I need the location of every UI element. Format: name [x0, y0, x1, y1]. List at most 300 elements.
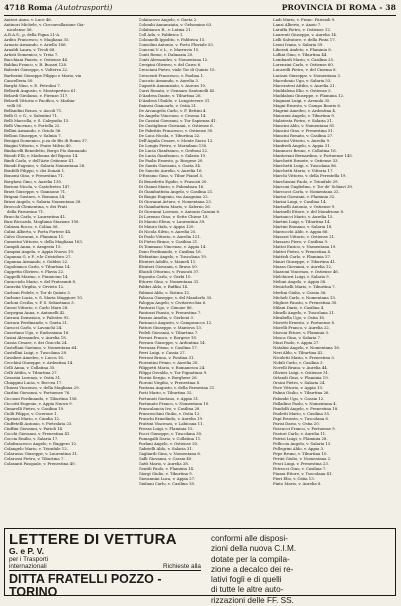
listing-line: Cimarelli Pietro, v. Casilina 19. — [4, 405, 65, 411]
listing-line: Pandolfi Angelo, v. Prenestina 18. — [273, 405, 339, 411]
ad-request-prefix: Richieste alla — [162, 563, 201, 570]
listing-line: Mantovani Bernardino, v. Portuense 145. — [273, 153, 353, 159]
ad-right-line: lativi fogli e di quelli — [211, 575, 282, 585]
directory-page — [4, 3, 396, 605]
listing-line: Marchetti Luigi, v. Tuscolana 86. — [273, 163, 338, 169]
listing-line: Ferrazza Primo, v. Casilina 17. — [138, 345, 198, 351]
listing-line: Mattei Enrico, v. Nomentana 19. — [273, 244, 337, 250]
listing-line: Mancini Aldo, v. Nomentana 81. — [273, 122, 336, 128]
listing-line: Calvo Giovanni, v. Flaminia 11. — [4, 234, 65, 240]
listing-line: Lelli Salvatore, v. della Pinta 17. — [273, 37, 336, 43]
listing-line: De Sanctis Aurelio, v. Aurelia 16. — [138, 168, 203, 174]
listing-line: Pellegrini Aldo, v. Appia 3. — [273, 445, 325, 451]
listing-line: Gagliardi Gino, v. Nomentana 6. — [138, 451, 202, 457]
listing-line: Martini Romano, v. Salaria 18. — [273, 223, 333, 229]
listing-line: Di Giambattista Angelo, v. Casilina 21. — [138, 188, 214, 194]
listing-line: Conti Remo, v. Dalmazia 20. — [138, 52, 194, 58]
listing-line: Fioroni Virgilio, v. Prenestina 8. — [138, 380, 201, 386]
listing-line: Carucci Carlo, v. Lavanchi 24. — [4, 324, 63, 330]
listing-line: Ciolli Filippo, v. Cicerone 1. — [4, 410, 58, 416]
listing-line: Bellini Armando, v. Oriolo 56. — [4, 128, 62, 134]
listing-line: Casini Alessandro, v. Aurelia 18. — [4, 334, 67, 340]
listing-line: Di Paolo Vittorio, v. Aurelia 121. — [138, 234, 201, 240]
listing-line: Elefantino Angelo, v. Tuscolana 19. — [138, 254, 207, 260]
listing-line: D'Andrea Ubaldo, v. Lungotevere 31. — [138, 97, 211, 103]
ad-right-line: zioni della nuova C.I.M. — [211, 544, 297, 554]
listing-line: Mannucci Bruno, v. Collatina 16. — [273, 148, 337, 154]
listing-line: Carosi Vittorio, v. Carlo Marx 28. — [4, 304, 69, 310]
listing-line: Melchiorri Luigi, v. Salaria 9. — [273, 274, 330, 280]
ad-firm-name: DITTA FRATELLI POZZO - TORINO — [9, 570, 201, 599]
listing-line: Di Pietro Bruno, v. Casilina 21. — [138, 239, 199, 245]
listing-line: Leoni Ivana, v. Salaria 59. — [273, 42, 324, 48]
listing-line: De Cassini Giovanni, v. Tor Sapienza 41. — [138, 117, 217, 123]
listing-line: De Fabritiis Francesco, v. Ostiense 30. — [138, 128, 214, 134]
listing-line: Borioni Nicola, v. Castelvetro 147. — [4, 183, 71, 189]
listing-line: Fedeli Giovanni, v. Tiburtina 7. — [138, 329, 199, 335]
listing-line: della Farnesina 71. — [7, 208, 45, 214]
listing-line: Pascucci Franco, v. Portuense 9. — [273, 425, 336, 431]
listing-line: D'Andrea Dante, v. Tiburtina 26. — [138, 92, 202, 98]
listing-line: Campili Anna, v. Aragesta 15. — [4, 244, 62, 250]
listing-line: Moretti Ernesto, v. Portuense 8. — [273, 319, 336, 325]
listing-line: Bindi Carlo, v. dell'Arte Ostiense 41. — [4, 158, 75, 164]
listing-line: Curzi Renato, v. Gennaro Santonelli 45. — [138, 87, 216, 93]
listing-line: Di Giovanni Arturo, v. Nomentana 23. — [138, 198, 212, 204]
listing-line: A.R.A.S., p. della Pigna 21-A. — [4, 32, 61, 38]
listing-line: Franchi Ermelindo, v. Aurelia 19. — [138, 415, 204, 421]
listing-line: Faloppa Angelo, v. Civitavecchia 6. — [138, 299, 207, 305]
listing-line: Frattini Vincenzo, v. Labicana 11. — [138, 420, 204, 426]
listing-line: De Lucia Gianfranco, v. Gerboni 22. — [138, 148, 209, 154]
listing-line: Ciuffetelli Antonio, v. Pietralata 23. — [4, 420, 73, 426]
listing-line: Pieri Elio, v. Ostia 13. — [273, 476, 315, 482]
listing-line: Lanzi Alberto, v. Anzio 7. — [273, 22, 322, 28]
listing-line: Conconi V. e L., v. Marruvio 15. — [138, 47, 200, 53]
listing-line: Biondi Eugenio, v. Salaria Nomentana 26. — [4, 163, 86, 169]
listing-line: Di Gianni Mario, v. Palombara 16. — [138, 183, 205, 189]
listing-column-2 — [139, 17, 262, 522]
listing-line: Calini Alberto, v. Porta Portese 44. — [4, 228, 72, 234]
listing-line: Natalini Angelo, v. Nomentana 16. — [273, 345, 341, 351]
listing-line: Colarossi Pietro, v. Tiburtina 7. — [4, 456, 65, 462]
listing-line: Cancelleria 50. — [4, 77, 34, 83]
listing-line: Manfredi Angelo, v. Appia 31. — [273, 143, 331, 149]
listing-line: Migliori Fausto, v. Prenestina 30. — [273, 299, 338, 305]
ad-headline: LETTERE DI VETTURA — [9, 531, 177, 548]
page-header — [4, 3, 396, 16]
listing-line: Fortunato Franco, v. Nomentana 10. — [138, 400, 210, 406]
listing-line: Casertano Ugo, v. Eudossiana 16. — [4, 329, 70, 335]
header-right — [282, 3, 396, 12]
listing-line: Fabiani Aldo, v. Sistina 12. — [138, 289, 191, 295]
listing-line: Pinto Mario, v. Aurelia 8. — [273, 481, 322, 487]
page-number: 4718 — [4, 3, 26, 12]
listing-line: Belli G. e G., v. Salentini 71. — [4, 112, 59, 118]
listing-line: Fiorini Sergio, v. Borghese 26. — [138, 375, 198, 381]
listing-line: Furlani Angelo, v. Ostiense 20. — [138, 440, 199, 446]
listing-line: Colarusso Giuseppe, v. Laurentina 31. — [4, 451, 79, 457]
listing-line: Bonfelli Filippo, v. dei Donati 1. — [4, 168, 66, 174]
listing-line: Belli Marcella, v. S. Calepodio 15. — [4, 117, 70, 123]
listing-line: Nicoletti Mario, v. Prenestina 5. — [273, 355, 336, 361]
listing-line: Mosca Gino, v. Salaria 7. — [273, 334, 322, 340]
listing-line: Marchetti Ermete, v. Ostiense 33. — [273, 158, 339, 164]
listing-line: Cocchi Giovanni, v. Prenestina 41. — [4, 430, 71, 436]
listing-line: Coll Ada, v. Fabbrica 1. — [138, 32, 184, 38]
listing-line: De Arcangelis Carlo, v. F. Bettini 4. — [138, 107, 207, 113]
listing-line: Di Benedetto Egidio, v. Frascati 20. — [138, 178, 208, 184]
listing-line: Patrizi Luigi, v. Flaminia 28. — [273, 435, 328, 441]
listing-line: Coccia Emilio, v. Salaria 17. — [4, 435, 59, 441]
listing-line: Paoletti Mario, v. Casilina 35. — [273, 410, 331, 416]
ad-right-line: zione a decalco dei re- — [211, 564, 294, 574]
listing-line: Camerini Vittorio, v. della Magliana 163. — [4, 239, 84, 245]
listing-line: D'Erasmo Gino, v. Tibur Pianel 5. — [138, 173, 204, 179]
listing-line: Macedonio Ugo, v. Salaria 53. — [273, 77, 332, 83]
listing-line: Colaiacovo Angelo, v. Gaeta 2. — [138, 17, 198, 22]
listing-line: Marchetti Mario, v. Vittoria 17. — [273, 168, 334, 174]
listing-line: Di Biagio Eugenio, via Anagnina 22. — [138, 193, 209, 199]
listing-line: Palma Giulio, v. Tiburtina 26. — [273, 390, 330, 396]
listing-line: Cavalieri Amedeo, v. Lucca 16. — [4, 355, 64, 361]
ad-right-line: rizzazioni delle FF. SS. — [211, 595, 294, 605]
listing-line: Fortunati Gaetano, v. Appia 31. — [138, 395, 200, 401]
listing-line: Carbone Lucia, v. S. Maria Maggiore 10. — [4, 294, 83, 300]
listing-line: Pesci Luigi, v. Prenestina 23. — [273, 461, 329, 467]
listing-line: Di Lorenzo Gino, v. Sette Chiese 18. — [138, 213, 209, 219]
listing-line: Fumagalli Dario, v. Collatina 11. — [138, 435, 202, 441]
listing-line: Anitori Anna, v. Luce 46. — [4, 17, 52, 22]
listing-line: Barghi Nino, v. E. Petrolini 7. — [4, 82, 61, 88]
listing-line: Marconi Guglielmo, v. Tor de' Schiavi 39. — [273, 183, 354, 189]
listing-line: Eleuteri Giovanni, v. Brava 50. — [138, 264, 198, 270]
listing-line: Arnaldi Laura, v. Tivoli 68. — [4, 47, 56, 53]
listing-line: Palladino Paolo, v. Nomentana 4. — [273, 400, 337, 406]
listing-line: Ardito Francesco, v. Magliana 35. — [4, 37, 70, 43]
listing-line: Muzi Paolo, v. Appia 27. — [273, 340, 320, 345]
listing-line: Bacchiani Fausto, v. Ostiense 44. — [4, 57, 69, 63]
listing-line: Cugnetti Annunziato, v. Aurora 10. — [138, 82, 207, 88]
listing-line: Baldini Franco, v. B. Buozzi 128. — [4, 62, 68, 68]
listing-line: Bellardi Augusto, v. Montepertico 61. — [4, 87, 77, 93]
listing-line: Belloni Giuseppe, v. Salmia 7. — [4, 133, 62, 139]
listing-line: Mattioli Carlo, v. Flaminia 37. — [273, 254, 332, 260]
listing-line: Brucchi Carlo, v. Laurentina 41. — [4, 213, 67, 219]
listing-line: Fattori Giuseppe, v. Mantova 13. — [138, 324, 203, 330]
listing-line: Micheli Carlo, v. Nomentana 13. — [273, 294, 336, 300]
listing-line: Castellini Luigi, v. Tuscolana 28. — [4, 350, 68, 356]
listing-line: Capanna G. e F., v.le Cristoforo 27. — [4, 254, 72, 260]
listing-line: velli 50. — [7, 102, 23, 108]
ad-subline-3: internazionali — [9, 563, 47, 570]
listing-line: Pastori Carlo, v. Aurelia 11. — [273, 430, 327, 436]
advertisement-right — [205, 529, 395, 605]
listing-line: Morelli Franco, v. Aurelia 22. — [273, 324, 330, 330]
listing-line: Maceratesi Attilio, v. Aurelia 21. — [273, 82, 336, 88]
listing-line: Cappetta Oliviero, v. Flavia 22. — [4, 269, 65, 275]
listing-line: Magnani Luigi, v. Arenula 35. — [273, 97, 331, 103]
listing-line: Consolini Antonio, v. Porto Fluviale 55. — [138, 42, 215, 48]
listing-line: Colabianco R., v. Latina 21. — [138, 27, 192, 33]
listing-line: Orlandi Gino, v. Flaminia 19. — [273, 375, 329, 381]
advertisement-left — [5, 529, 205, 599]
listing-line: Dono Ferdinando, v. Casilina 16. — [138, 249, 202, 255]
listing-line: Bravi Giuseppe, v. Giannone 71. — [4, 188, 67, 194]
listing-line: Lollini Gino, v. Tiburtina 44. — [273, 52, 328, 58]
listing-line: Maiorani Angelo, v. Tiburtina 9. — [273, 112, 335, 118]
listing-line: Di Marzio Elena, v. Laurentina 39. — [138, 218, 206, 224]
listing-line: Giuliani Carlo, v. Casilina 18. — [138, 481, 195, 487]
listing-line: Pelliccia Angelo, v. Salaria 15. — [273, 440, 332, 446]
listing-column-1 — [4, 17, 127, 522]
listing-line: Ferrari Franco, v. Borgese 18. — [138, 334, 198, 340]
listing-line: Mazzoni Vincenzo, v. Ostiense 46. — [273, 269, 339, 275]
listing-line: Novelli Bruno, v. Aurelia 44. — [273, 365, 328, 371]
listing-line: Piazza Ettore, v. Tuscolana 41. — [273, 471, 333, 477]
listing-line: Colasanti Pasquale, v. Prenestina 40. — [4, 461, 76, 467]
listing-line: Magni Ernesto, v. Campo Boario 6. — [273, 102, 342, 108]
listing-line: De Lucia Gianfranco, v. Salaria 19. — [138, 153, 207, 159]
listing-line: Cesarini Lorenzo, v. Ostia 31. — [4, 375, 62, 381]
listing-line: Parisi Dario, v. Ostia 20. — [273, 420, 320, 426]
listing-columns — [4, 17, 396, 522]
listing-line: Lorenzini Carlo, v. Ostiense 60. — [273, 62, 334, 68]
listing-line: Barberini Giuseppe Filippo e Mario, via — [4, 72, 82, 78]
listing-line: Marzocchi Aldo, v. Appia 66. — [273, 228, 329, 234]
listing-line: Petrucci Gino, v. Casilina 7. — [273, 466, 327, 472]
listing-line: Gabrielli Aldo, v. Salaria 31. — [138, 445, 193, 451]
listing-line: Marinelli Ettore, v. del Mandrione 8. — [273, 208, 345, 214]
listing-line: De Santis Giovanni, v. Gaeta 34. — [138, 163, 202, 169]
listing-line: Capobianco Carlo, v. Tiburtina 14. — [4, 264, 71, 270]
listing-line: De Luca Nicola, v. Tiburtina 22. — [138, 133, 201, 139]
listing-line: Marinelli Antonio, v. Ostiense 9. — [273, 203, 336, 209]
listing-line: Celli Anna, v. Collatina 35. — [4, 365, 56, 371]
listing-line: Di Mauro Italo, v. Appia 120. — [138, 223, 195, 229]
listing-line: Massaro Piero, v. Casilina 9. — [273, 239, 329, 245]
listing-line: Meloni Angelo, v. Appia 58. — [273, 279, 327, 285]
listing-line: Dainesi Giancarlo, v. Ostia 21. — [138, 102, 198, 108]
listing-line: De Paolis Ernesto, p. Borgese 20. — [138, 158, 204, 164]
listing-line: Chiassi Vincenzo, v. della Magliana 29. — [4, 385, 80, 391]
listing-line: Caracciolo Mario, v. del Pratosanti 8. — [4, 279, 77, 285]
listing-line: Neri Aldo, v. Tiburtina 42. — [273, 350, 324, 356]
header-province: PROVINCIA DI ROMA — [281, 3, 377, 12]
listing-line: Frezza Luigi, v. Flaminia 15. — [138, 425, 194, 431]
listing-line: Palombi Ugo, v. Cassia 12. — [273, 395, 325, 401]
listing-line: Marinucci Mario, v. Aurelia 15. — [273, 213, 334, 219]
advertisement-box — [4, 528, 396, 605]
listing-line: Ferri Luigi, v. Cassia 27. — [138, 350, 186, 356]
listing-line: Forti Mario, v. Tiburtina 32. — [138, 390, 193, 396]
listing-line: Menichelli Mario, v. Tiburtina 7. — [273, 284, 336, 290]
listing-line: Crescenti Francesco, v. Paolina 1. — [138, 72, 205, 78]
listing-line: Falasca Giuseppe, v. del Mandorlo 35. — [138, 294, 213, 300]
listing-line: Laurenti Giuseppe, v. Aurelia 14. — [273, 32, 338, 38]
listing-line: Marcucci Carlo, v. Nomentana 22. — [273, 188, 340, 194]
listing-line: Bellandini Renzo, v. Ascoli 71. — [4, 107, 63, 113]
listing-line: Ferrara Giuseppe, v. Ardeatina 14. — [138, 340, 206, 345]
listing-line: Pepe Bruno, v. Tiburtina 10. — [273, 451, 328, 457]
listing-line: Fantozzi Ugo, v. Cimone 86. — [138, 304, 193, 310]
listing-line: Ettorre Gino, v. Nomentana 31. — [138, 279, 200, 285]
listing-line: Cuccato Armando, v. Aurelia 3. — [138, 77, 199, 83]
listing-line: Mauri Giuseppe, v. Tiburtina 41. — [273, 259, 337, 265]
listing-line: Malatesta Pietro, v. Salaria 21. — [273, 117, 333, 123]
ad-sub-row-2 — [9, 563, 201, 570]
listing-line: Castellani Gaetano, v. Nomentana 64. — [4, 345, 78, 351]
ad-right-line: conformi alle disposi- — [211, 534, 288, 543]
listing-line: Mancini Vittorio, v. Aurelia 9. — [273, 138, 331, 144]
listing-line: Benigni Domenico, p.za de Bis di Roma 37. — [4, 138, 88, 144]
listing-line: Fucci Giuseppe, v. Tuscolana 30. — [138, 430, 203, 436]
listing-line: De Castiglione Giovanni, v. Ostiense 6. — [138, 122, 214, 128]
listing-line: Gentili Paolo, v. Flaminia 14. — [138, 466, 195, 472]
listing-line: De Angelis Vincenzo, v. Cesena 14. — [138, 112, 207, 118]
listing-line: Balestri Giuseppe, v. Volterra 22. — [4, 67, 69, 73]
listing-line: Conti Alessandro, v. Nomentana 12. — [138, 57, 209, 63]
listing-line: Milani Dario, v. Casilina 4. — [273, 304, 325, 310]
listing-line: Belli Vincenzo, v. Portella 22. — [4, 122, 61, 128]
listing-line: Marchionni Paolo, v. Trionfale 29. — [273, 178, 339, 184]
listing-line: Buzi Riccardo, Mogliana Stazione 190. — [4, 218, 80, 224]
listing-line: Francalancia Ivo, v. Casilina 28. — [138, 405, 201, 411]
listing-line: Franceschini Giulio, v. Ostia 12. — [138, 410, 201, 416]
listing-line: Mancini Renato, v. Casilina 27. — [273, 133, 334, 139]
header-left — [4, 3, 112, 12]
header-separator: - — [379, 3, 383, 12]
listing-line: Elucidi Ottorino, v. Frascati 37. — [138, 269, 200, 275]
listing-line: Laruffa Pietro, v. Ostiense 12. — [273, 27, 332, 33]
listing-line: Gatti Mario, v. Aurelia 28. — [138, 461, 189, 467]
header-right-number: 38 — [385, 3, 396, 12]
listing-line: Maddalena Elio, v. Ostiense 5. — [273, 87, 332, 93]
listing-line: Mazza Giovanni, v. Aurelia 12. — [273, 264, 333, 270]
listing-line: Merlini Giulio, v. Cassia 36. — [273, 289, 327, 295]
listing-line: Marini Luigi, v. Casilina 14. — [273, 198, 327, 204]
listing-line: Olivieri Luigi, v. Ostiense 31. — [273, 370, 330, 376]
listing-line: Fantozzi Fausto, v. Prenestina 7. — [138, 309, 202, 315]
listing-line: Marini Giovanni, v. Flaminia 32. — [273, 193, 336, 199]
listing-line: Ciuffini Giovanni, v. Parioli 14. — [4, 425, 64, 431]
listing-line: Belardi Girolamo, v. Firenze 117. — [4, 92, 69, 98]
listing-line: Mirabella Ugo, v. Ostia 16. — [273, 314, 326, 320]
listing-line: Cipriani Mario, v. Candia 12. — [4, 415, 61, 421]
listing-line: Farinacci Augusto, v. Camposacco 12. — [138, 319, 213, 325]
listing-line: Minelli Angelo, v. Tuscolana 21. — [273, 309, 335, 315]
listing-line: Carrara Ferdinando, v. Gaeta 21. — [4, 319, 69, 325]
listing-line: Moroni Ettore, v. Flaminia 3. — [273, 329, 330, 335]
listing-line: Carrara Domenico, v. Palestro 92. — [4, 314, 70, 320]
listing-line: Belardi Vittorio e Pacifico, v. Mathia- — [4, 97, 76, 103]
listing-line: Di Giovanni Lorenzo, v. Antonio Cassini 6. — [138, 208, 221, 214]
ad-subline-2: per i Trasporti — [9, 556, 49, 563]
listing-line: Ladi Mario, v. Franc. Parisioli 9. — [273, 17, 336, 22]
ad-right-line: dotate per la compila- — [211, 554, 290, 564]
listing-line: Cecchini Giuseppe, v. Ardeatina 14. — [4, 360, 74, 366]
listing-line: De Longis Pietro, v. Moradano 130. — [138, 143, 208, 149]
listing-line: Carboni Fedele, v. Tor di Quinto 3. — [4, 289, 71, 295]
listing-line: Brizzi Angelo, v. Salaria Nomentana 28. — [4, 198, 82, 204]
listing-line: Pace Vittorio, v. Appia 13. — [273, 385, 324, 391]
listing-line: Celli Attilio, v. Tiburtina 27. — [4, 370, 58, 376]
listing-line: Di Nicola Silvio, v. Aurelia 25. — [138, 228, 197, 234]
listing-line: Lucarelli Pietro, v. del Cinema 8. — [273, 67, 337, 73]
listing-line: Ciccioni Ferdinando, v. Tiburtina 156. — [4, 395, 78, 401]
listing-line: Martini Luigi, v. Tiburtina 14. — [273, 218, 331, 224]
listing-line: Mattei Pietro, v. Prenestina 4. — [273, 249, 332, 255]
listing-line: Antinori Michele, v. Circonvallazione Gia- — [4, 22, 85, 28]
listing-line: Massari Vittorio, v. Ostiense 21. — [273, 234, 336, 240]
listing-line: Fiorentini Primo, v. Aurelia 20. — [138, 360, 199, 366]
listing-line: Capanna Armando, v. Gubbio 22. — [4, 259, 69, 265]
listing-line: Perini Giulio, v. Nomentana 2. — [273, 456, 332, 462]
listing-line: Caravita Virgilio, v. Orvieto 12. — [4, 284, 65, 290]
listing-line: Biondi F.lli, v. Madonna del Riposo 14. — [4, 153, 79, 159]
listing-line: Luciani Giuseppe, v. Nomentana 3. — [273, 72, 342, 78]
listing-line: Armato Armando, v. Ariella 186. — [4, 42, 67, 48]
listing-line: Nobili Carlo, v. Casilina 3. — [273, 360, 324, 366]
listing-line: Ferroni Bruno, v. Pontina 31. — [138, 355, 195, 361]
listing-line: Artisti Domenico, v. Treia 7. — [4, 52, 59, 58]
listing-line: Marchi Vittorio, v. della Ferratella 19. — [273, 173, 347, 179]
listing-line: Colonnelli Ippolito, v. Fabbrica 15. — [138, 37, 206, 43]
listing-line: Filippetti Mario, v. Romanesca 24. — [138, 365, 206, 371]
listing-line: Broccoli Clementina, v. dei Prati — [4, 203, 67, 209]
listing-line: Colangelo Mario, v. Trionfale 12. — [4, 445, 68, 451]
listing-line: Lombardi Mario, v. Casilina 25. — [273, 57, 335, 63]
listing-line: Eleuteri Adolfo, v. Mameli 11. — [138, 259, 197, 265]
listing-line: nicolense 56. — [7, 27, 33, 33]
listing-line: Mancini Gino, v. Prenestina 51. — [273, 128, 334, 134]
listing-line: Crespini Oliviero, v. del Carro 6. — [138, 62, 202, 68]
listing-line: Carloni Cecilia, v. P. S. Sebastiano 3. — [4, 299, 75, 305]
listing-line: Colafrancesco Angelo, v. Ruggero 12. — [4, 440, 78, 446]
listing-line: Fasano Amelia, v. Gerboni 3. — [138, 314, 195, 320]
header-section: (Autotrasporti) — [54, 3, 113, 12]
listing-line: Di Giambattista Mario, v. Salerno 26. — [138, 203, 211, 209]
listing-line: Colombi Annunziata, v. Gelsomino 63. — [138, 22, 213, 28]
listing-line: Borghesi Gino, v. Aurelia 130. — [4, 178, 63, 184]
listing-line: Papi Ernesto, v. Tuscolana 6. — [273, 415, 330, 421]
listing-line: Campini Angela, v. Appia Nuova 19. — [4, 249, 75, 255]
listing-column-3 — [273, 17, 396, 522]
listing-line: Magrini Amedeo, v. Ardeatina 4. — [273, 107, 337, 113]
header-city: Roma — [27, 3, 53, 12]
listing-line: Fabbri Aldo, v. Ruffini 14. — [138, 284, 189, 290]
listing-line: Ciccotti Eugenio, v. Appia Nuova 9. — [4, 400, 73, 406]
listing-line: Chiappini Lucia, v. Boccea 17. — [4, 380, 63, 386]
listing-line: Bindacelli Benedetto, Borgo Pio ilonnando — [4, 148, 87, 154]
listing-line: Ciarlini Giovanni, v. Portuense 76. — [4, 390, 71, 396]
listing-line: Bonomi Gino, v. Prenestina 71. — [4, 173, 64, 179]
listing-line: Cassia Cesare, v. dei Gracchi 24. — [4, 340, 68, 345]
listing-line: Filippi Osvaldo, v. Tor Pignattara 9. — [138, 370, 208, 376]
listing-line: Brigani Gustavo, v. Romana 24. — [4, 193, 66, 199]
ad-right-line: di tutte le altre auto- — [211, 585, 284, 595]
listing-line: Giovannini Luca, v. Appia 27. — [138, 476, 196, 482]
listing-line: Maddaloni Giuseppe, v. Flaminia 12. — [273, 92, 345, 98]
listing-line: Fontana Augusto, v. della Farnesina 21. — [138, 385, 216, 391]
listing-line: Esposito Carlo, v. Gerbi 10. — [138, 274, 192, 280]
listing-line: Orsini Pietro, v. Salaria 24. — [273, 380, 326, 386]
listing-line: Cappelli Marino, v. Fiumicino 14. — [4, 274, 69, 280]
listing-line: Liberati Amleto, v. Flaminia 8. — [273, 47, 332, 53]
listing-line: Galli Giovanni, v. Cassia 40. — [138, 456, 193, 462]
listing-line: Cresciani Pietro, viale Tor di Quinto 15. — [138, 67, 216, 73]
ad-subline-1: G. e P. V. — [9, 546, 44, 556]
